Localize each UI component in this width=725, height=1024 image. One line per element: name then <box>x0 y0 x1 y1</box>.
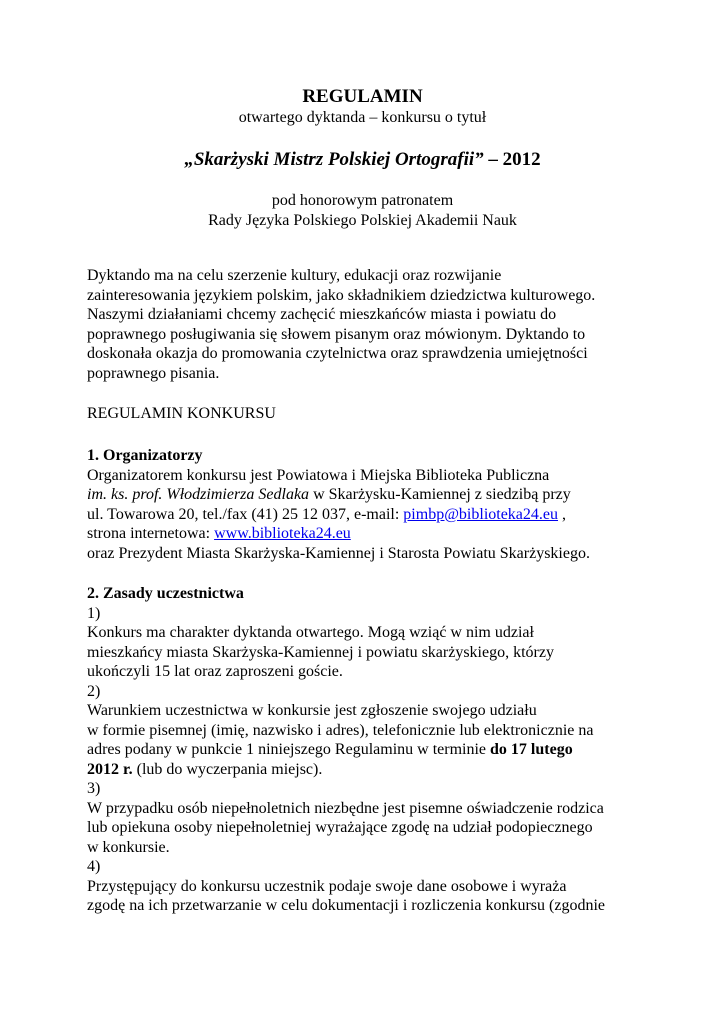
regulamin-heading-text: REGULAMIN KONKURSU <box>87 405 276 422</box>
regulamin-heading <box>87 404 647 424</box>
intro-line: zainteresowania językiem polskim, jako składnikiem dziedzictwa kulturowego. <box>87 286 596 304</box>
intro-line: poprawnego posługiwania się słowem pisanym oraz mówionym. Dyktando to <box>87 325 586 343</box>
point-number: 1) <box>87 604 101 622</box>
address-text: w Skarżysku-Kamiennej z siedzibą przy <box>309 486 571 503</box>
section-line: ukończyli 15 lat oraz zaproszeni goście. <box>87 663 343 680</box>
deadline-text: adres podany w punkcie 1 niniejszego Regulaminu w terminie <box>87 741 491 758</box>
contact-suffix: , <box>558 505 567 523</box>
section-line: w formie pisemnej (imię, nazwisko i adres), telefonicznie lub elektronicznie na <box>87 721 594 739</box>
deadline-year: 2012 r. <box>87 760 133 778</box>
intro-line: doskonała okazja do promowania czytelnictwa oraz sprawdzenia umiejętności <box>87 345 588 362</box>
section-line: mieszkańcy miasta Skarżyska-Kamiennej i powiatu skarżyskiego, którzy <box>87 643 554 661</box>
deadline-note: (lub do wyczerpania miejsc). <box>132 760 323 778</box>
section-organizers <box>87 446 647 563</box>
point-number: 2) <box>87 682 101 700</box>
patronage-line-2: Rady Języka Polskiego Polskiej Akademii Nauk <box>208 212 517 229</box>
section-line: Konkurs ma charakter dyktanda otwartego. Mogą wziąć w nim udział <box>87 624 534 641</box>
contest-name-year: – 2012 <box>483 149 541 170</box>
intro-paragraph <box>87 266 647 383</box>
intro-line: Dyktando ma na celu szerzenie kultury, edukacji oraz rozwijanie <box>87 267 502 284</box>
email-link[interactable]: pimbp@biblioteka24.eu <box>403 505 559 523</box>
website-label: strona internetowa: <box>87 525 215 542</box>
section-line: oraz Prezydent Miasta Skarżyska-Kamiennej i Starosta Powiatu Skarżyskiego. <box>87 544 590 562</box>
website-link[interactable]: www.biblioteka24.eu <box>214 525 351 542</box>
deadline-date: do 17 lutego <box>490 741 573 758</box>
point-number: 3) <box>87 780 101 797</box>
section-line: w konkursie. <box>87 838 170 856</box>
point-number: 4) <box>87 858 101 875</box>
section-line <box>87 524 647 544</box>
section-line <box>87 505 647 525</box>
contact-text: ul. Towarowa 20, tel./fax (41) 25 12 037, e-mail: <box>87 505 404 523</box>
contest-name-italic: „Skarżyski Mistrz Polskiej Ortografii” <box>184 149 484 170</box>
section-line <box>87 485 647 505</box>
intro-line: poprawnego pisania. <box>87 364 220 382</box>
patron-name: im. ks. prof. Włodzimierza Sedlaka <box>87 486 310 503</box>
document-subtitle: otwartego dyktanda – konkursu o tytuł <box>238 109 487 126</box>
section-heading: 1. Organizatorzy <box>87 447 203 464</box>
section-participation <box>87 584 647 916</box>
section-line <box>87 760 647 780</box>
section-line: Przystępujący do konkursu uczestnik podaje swoje dane osobowe i wyraża <box>87 877 567 895</box>
document-title: REGULAMIN <box>302 86 423 107</box>
intro-line: Naszymi działaniami chcemy zachęcić mieszkańców miasta i powiatu do <box>87 306 557 323</box>
section-heading: 2. Zasady uczestnictwa <box>87 585 244 602</box>
section-line: lub opiekuna osoby niepełnoletniej wyrażające zgodę na udział podopiecznego <box>87 819 593 836</box>
section-line: W przypadku osób niepełnoletnich niezbędne jest pisemne oświadczenie rodzica <box>87 799 604 817</box>
section-line <box>87 740 647 760</box>
section-line: Organizatorem konkursu jest Powiatowa i Miejska Biblioteka Publiczna <box>87 466 550 484</box>
contest-name <box>0 148 725 172</box>
section-line: Warunkiem uczestnictwa w konkursie jest zgłoszenie swojego udziału <box>87 702 537 719</box>
section-line: zgodę na ich przetwarzanie w celu dokumentacji i rozliczenia konkursu (zgodnie <box>87 897 605 914</box>
patronage-line-1: pod honorowym patronatem <box>271 192 454 209</box>
